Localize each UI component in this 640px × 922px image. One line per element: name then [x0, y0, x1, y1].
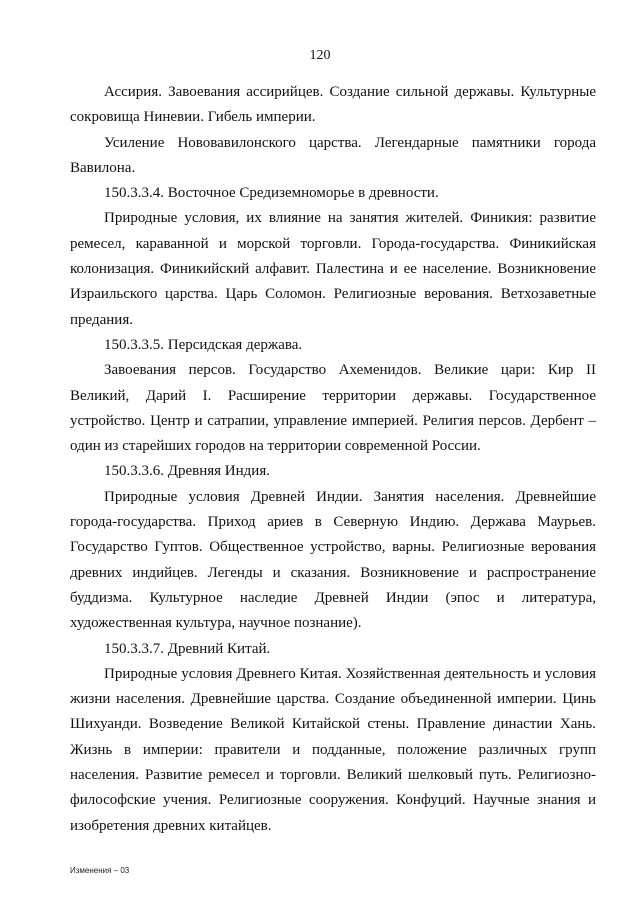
paragraph-assyria: Ассирия. Завоевания ассирийцев. Создание сильной державы. Культурные сокровища Ниневии. Гибель империи. — [70, 84, 596, 126]
paragraph-eastern-mediterranean: Природные условия, их влияние на занятия жителей. Финикия: развитие ремесел, караванной и морской торговли. Города-государства. Финикийская колонизация. Финикийский алфавит. Палестина и ее население. Возникновение Израильского царства. Царь Соломон. Религиозные верования. Ветхозаветные предания. — [70, 210, 596, 328]
paragraph-india: Природные условия Древней Индии. Занятия населения. Древнейшие города-государства. Приход ариев в Северную Индию. Держава Маурьев. Государство Гуптов. Общественное устройство, варны. Религиозные верования древних индийцев. Легенды и сказания. Возникновение и распространение буддизма. Культурное наследие Древней Индии (эпос и литература, художественная культура, научное познание). — [70, 488, 596, 632]
page-number: 120 — [309, 48, 331, 63]
paragraph-persia: Завоевания персов. Государство Ахеменидов. Великие цари: Кир II Великий, Дарий I. Расширение территории державы. Государственное устройство. Центр и сатрапии, управление империей. Религия персов. Дербент – один из старейших городов на территории современной России. — [70, 362, 596, 455]
footer-revision-note: Изменения – 03 — [70, 866, 130, 875]
section-heading-india: 150.3.3.6. Древняя Индия. — [104, 463, 270, 480]
page-content — [70, 80, 596, 839]
paragraph-neo-babylon: Усиление Нововавилонского царства. Легендарные памятники города Вавилона. — [70, 134, 596, 176]
section-heading-eastern-mediterranean: 150.3.3.4. Восточное Средиземноморье в древности. — [104, 185, 439, 202]
section-heading-persia: 150.3.3.5. Персидская держава. — [104, 336, 303, 353]
paragraph-china: Природные условия Древнего Китая. Хозяйственная деятельность и условия жизни населения. Древнейшие царства. Создание объединенной империи. Цинь Шихуанди. Возведение Великой Китайской стены. Правление династии Хань. Жизнь в империи: правители и подданные, положение различных групп населения. Развитие ремесел и торговли. Великий шелковый путь. Религиозно-философские учения. Религиозные сооружения. Конфуций. Научные знания и изобретения древних китайцев. — [70, 665, 596, 834]
section-heading-china: 150.3.3.7. Древний Китай. — [104, 640, 271, 657]
